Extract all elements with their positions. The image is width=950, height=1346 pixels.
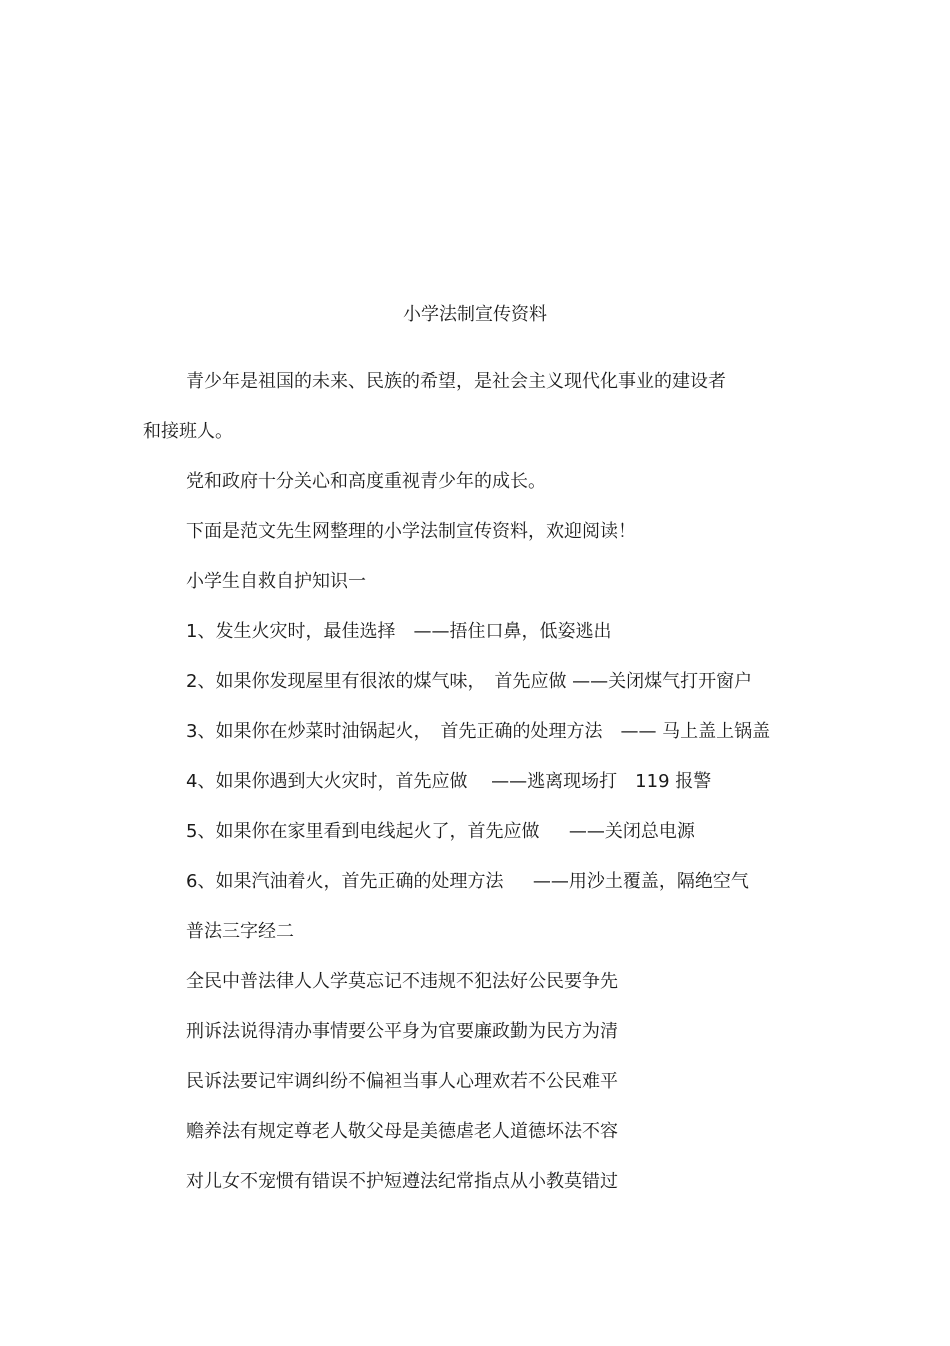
verse-line: 全民中普法律人人学莫忘记不违规不犯法好公民要争先	[186, 971, 618, 992]
paragraph-1: 青少年是祖国的未来、民族的希望，是社会主义现代化事业的建设者	[186, 371, 726, 392]
document-title: 小学法制宣传资料	[403, 304, 547, 325]
list-item: 3、如果你在炒菜时油锅起火， 首先正确的处理方法 —— 马上盖上锅盖	[186, 721, 771, 742]
verse-line: 对儿女不宠惯有错误不护短遵法纪常指点从小教莫错过	[186, 1171, 618, 1192]
verse-line: 刑诉法说得清办事情要公平身为官要廉政勤为民方为清	[186, 1021, 618, 1042]
paragraph-3: 下面是范文先生网整理的小学法制宣传资料，欢迎阅读！	[186, 521, 636, 542]
paragraph-2: 党和政府十分关心和高度重视青少年的成长。	[186, 471, 546, 492]
verse-line: 民诉法要记牢调纠纷不偏袒当事人心理欢若不公民难平	[186, 1071, 618, 1092]
list-item: 6、如果汽油着火，首先正确的处理方法 ——用沙土覆盖，隔绝空气	[186, 871, 749, 892]
list-item: 4、如果你遇到大火灾时，首先应做 ——逃离现场打 119 报警	[186, 771, 712, 792]
section-heading-2: 普法三字经二	[186, 921, 294, 942]
list-item: 5、如果你在家里看到电线起火了，首先应做 ——关闭总电源	[186, 821, 695, 842]
paragraph-1-continuation: 和接班人。	[143, 421, 233, 442]
list-item: 1、发生火灾时，最佳选择 ——捂住口鼻，低姿逃出	[186, 621, 612, 642]
section-heading-1: 小学生自救自护知识一	[186, 571, 366, 592]
verse-line: 赡养法有规定尊老人敬父母是美德虐老人道德坏法不容	[186, 1121, 618, 1142]
list-item: 2、如果你发现屋里有很浓的煤气味， 首先应做 ——关闭煤气打开窗户	[186, 671, 753, 692]
